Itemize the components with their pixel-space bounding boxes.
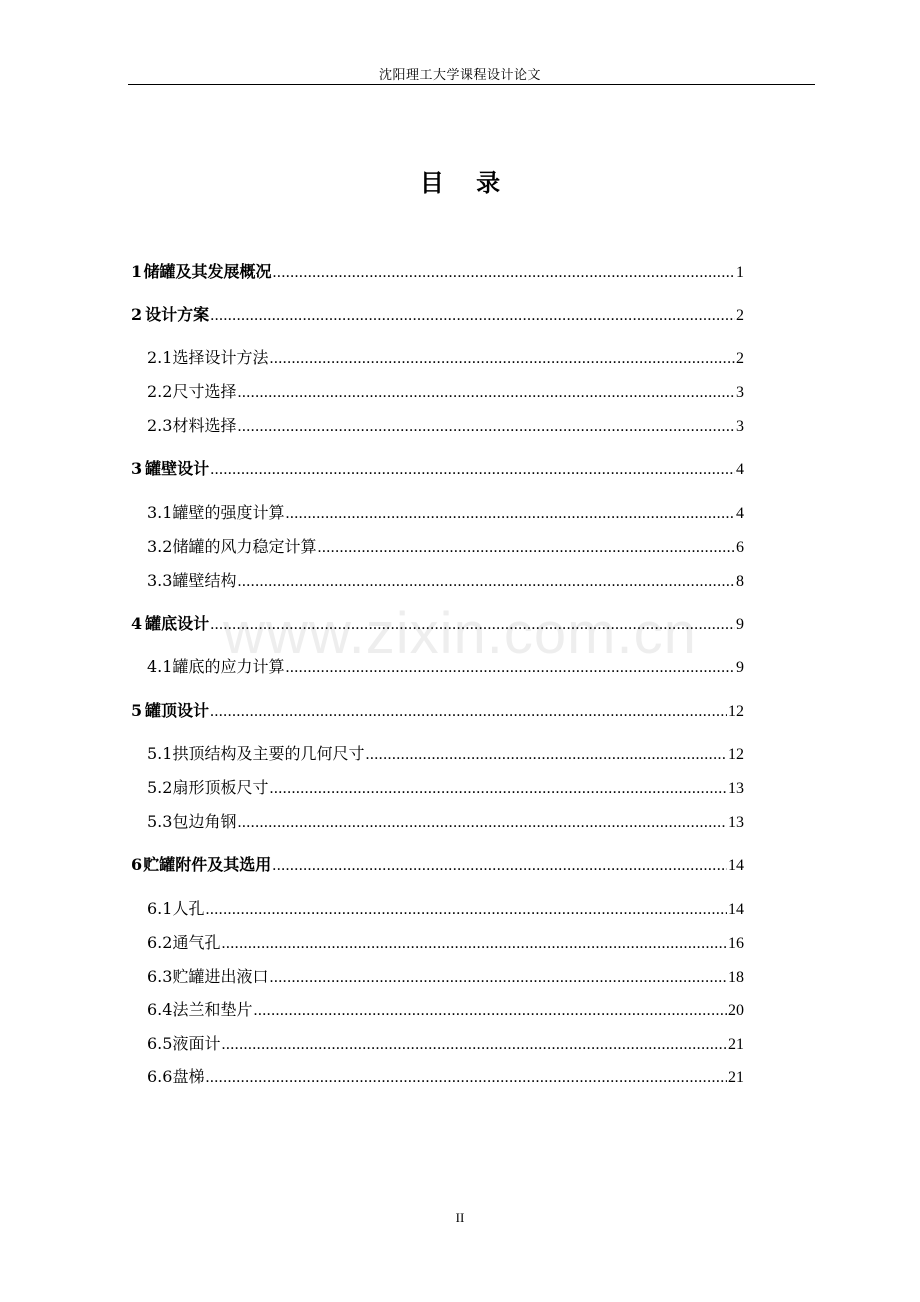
toc-entry-label: 材料选择 — [172, 416, 237, 435]
toc-entry-number: 6.5 — [147, 1034, 173, 1053]
toc-entry-page: 6 — [736, 539, 744, 556]
toc-entry-number: 5 — [131, 701, 143, 720]
toc-entry[interactable] — [147, 416, 744, 437]
toc-entry[interactable] — [131, 855, 744, 876]
toc-entry-page: 18 — [728, 969, 744, 986]
toc-entry-number: 2 — [131, 305, 143, 324]
toc-entry-number: 2.2 — [147, 382, 173, 401]
toc-leader-dots — [253, 1001, 727, 1021]
toc-entry-number: 6.2 — [147, 933, 173, 952]
toc-entry[interactable] — [147, 899, 744, 920]
toc-entry-page: 3 — [736, 384, 744, 401]
toc-leader-dots — [365, 745, 727, 765]
toc-entry[interactable] — [147, 1000, 744, 1021]
toc-entry[interactable] — [147, 503, 744, 524]
toc-leader-dots — [285, 504, 735, 524]
toc-entry[interactable] — [147, 571, 744, 592]
toc-leader-dots — [210, 306, 735, 326]
toc-entry[interactable] — [147, 778, 744, 799]
toc-entry[interactable] — [131, 305, 744, 326]
toc-leader-dots — [237, 417, 735, 437]
toc-leader-dots — [237, 383, 735, 403]
toc-entry-number: 3.1 — [147, 503, 173, 522]
toc-leader-dots — [237, 813, 727, 833]
toc-entry-label: 罐壁结构 — [172, 571, 237, 590]
toc-entry-number: 4 — [131, 614, 143, 633]
toc-entry[interactable] — [147, 744, 744, 765]
toc-entry-label: 储罐及其发展概况 — [143, 262, 272, 281]
toc-leader-dots — [269, 349, 735, 369]
toc-entry-page: 14 — [728, 857, 744, 874]
toc-title: 目 录 — [419, 168, 513, 197]
toc-entry-page: 21 — [728, 1036, 744, 1053]
running-header: 沈阳理工大学课程设计论文 — [378, 68, 541, 83]
toc-entry[interactable] — [147, 348, 744, 369]
toc-entry[interactable] — [131, 262, 744, 283]
toc-entry-label: 尺寸选择 — [172, 382, 237, 401]
toc-entry-label: 罐底设计 — [145, 614, 210, 633]
toc-entry-number: 4.1 — [147, 657, 173, 676]
toc-entry[interactable] — [147, 812, 744, 833]
toc-entry-label: 液面计 — [172, 1034, 221, 1053]
toc-entry-label: 通气孔 — [172, 933, 221, 952]
toc-entry-page: 20 — [728, 1002, 744, 1019]
toc-entry-label: 储罐的风力稳定计算 — [172, 537, 317, 556]
toc-entry[interactable] — [131, 701, 744, 722]
toc-leader-dots — [285, 658, 735, 678]
toc-leader-dots — [210, 702, 727, 722]
toc-entry-number: 6.6 — [147, 1067, 173, 1086]
toc-entry-label: 贮罐附件及其选用 — [143, 855, 272, 874]
toc-leader-dots — [205, 1068, 727, 1088]
toc-entry-number: 5.3 — [147, 812, 173, 831]
toc-entry-page: 4 — [736, 505, 744, 522]
toc-entry-page: 1 — [736, 264, 744, 281]
toc-entry-number: 3.3 — [147, 571, 173, 590]
toc-leader-dots — [269, 968, 727, 988]
toc-entry-number: 6.1 — [147, 899, 173, 918]
toc-leader-dots — [210, 615, 735, 635]
toc-leader-dots — [273, 263, 735, 283]
toc-entry-page: 9 — [736, 659, 744, 676]
toc-entry-label: 盘梯 — [172, 1067, 205, 1086]
toc-entry-page: 12 — [728, 746, 744, 763]
toc-entry-number: 2.3 — [147, 416, 173, 435]
toc-entry-number: 6.4 — [147, 1000, 173, 1019]
toc-entry-number: 5.1 — [147, 744, 173, 763]
toc-entry[interactable] — [147, 537, 744, 558]
toc-entry-number: 6.3 — [147, 967, 173, 986]
toc-entry-page: 2 — [736, 307, 744, 324]
toc-entry-label: 罐壁的强度计算 — [172, 503, 285, 522]
toc-entry-page: 21 — [728, 1069, 744, 1086]
toc-leader-dots — [221, 934, 727, 954]
toc-entry-page: 9 — [736, 616, 744, 633]
toc-entry-page: 16 — [728, 935, 744, 952]
toc-leader-dots — [221, 1035, 727, 1055]
toc-entry-page: 12 — [728, 703, 744, 720]
watermark: www.zixin.com.cn — [223, 601, 697, 666]
toc-entry-number: 5.2 — [147, 778, 173, 797]
toc-entry-number: 1 — [131, 262, 143, 281]
toc-leader-dots — [272, 856, 727, 876]
toc-entry[interactable] — [147, 1034, 744, 1055]
toc-leader-dots — [210, 460, 735, 480]
toc-entry-page: 4 — [736, 461, 744, 478]
toc-entry[interactable] — [147, 657, 744, 678]
toc-leader-dots — [205, 900, 727, 920]
toc-entry-number: 6 — [131, 855, 143, 874]
toc-entry-label: 拱顶结构及主要的几何尺寸 — [172, 744, 365, 763]
toc-leader-dots — [237, 572, 735, 592]
toc-entry-label: 扇形顶板尺寸 — [172, 778, 269, 797]
toc-entry[interactable] — [131, 614, 744, 635]
toc-entry-number: 3 — [131, 459, 143, 478]
toc-entry-label: 设计方案 — [145, 305, 210, 324]
toc-entry-label: 罐顶设计 — [144, 701, 209, 720]
toc-entry[interactable] — [147, 933, 744, 954]
toc-entry[interactable] — [147, 1067, 744, 1088]
toc-entry-page: 2 — [736, 350, 744, 367]
toc-entry-page: 3 — [736, 418, 744, 435]
toc-entry-label: 贮罐进出液口 — [172, 967, 269, 986]
toc-leader-dots — [269, 779, 727, 799]
toc-entry[interactable] — [147, 967, 744, 988]
page-number: II — [455, 1210, 465, 1225]
toc-entry-page: 14 — [728, 901, 744, 918]
toc-entry-page: 13 — [728, 780, 744, 797]
toc-entry-page: 13 — [728, 814, 744, 831]
toc-entry-number: 3.2 — [147, 537, 173, 556]
toc-entry[interactable] — [131, 459, 744, 480]
toc-entry-label: 法兰和垫片 — [172, 1000, 253, 1019]
toc-entry-label: 罐底的应力计算 — [172, 657, 285, 676]
toc-entry-number: 2.1 — [147, 348, 173, 367]
toc-entry-label: 人孔 — [172, 899, 205, 918]
toc-entry-label: 包边角钢 — [172, 812, 237, 831]
toc-entry-label: 选择设计方法 — [172, 348, 269, 367]
toc-leader-dots — [317, 538, 735, 558]
toc-entry-page: 8 — [736, 573, 744, 590]
toc-entry-label: 罐壁设计 — [145, 459, 210, 478]
toc-entry[interactable] — [147, 382, 744, 403]
